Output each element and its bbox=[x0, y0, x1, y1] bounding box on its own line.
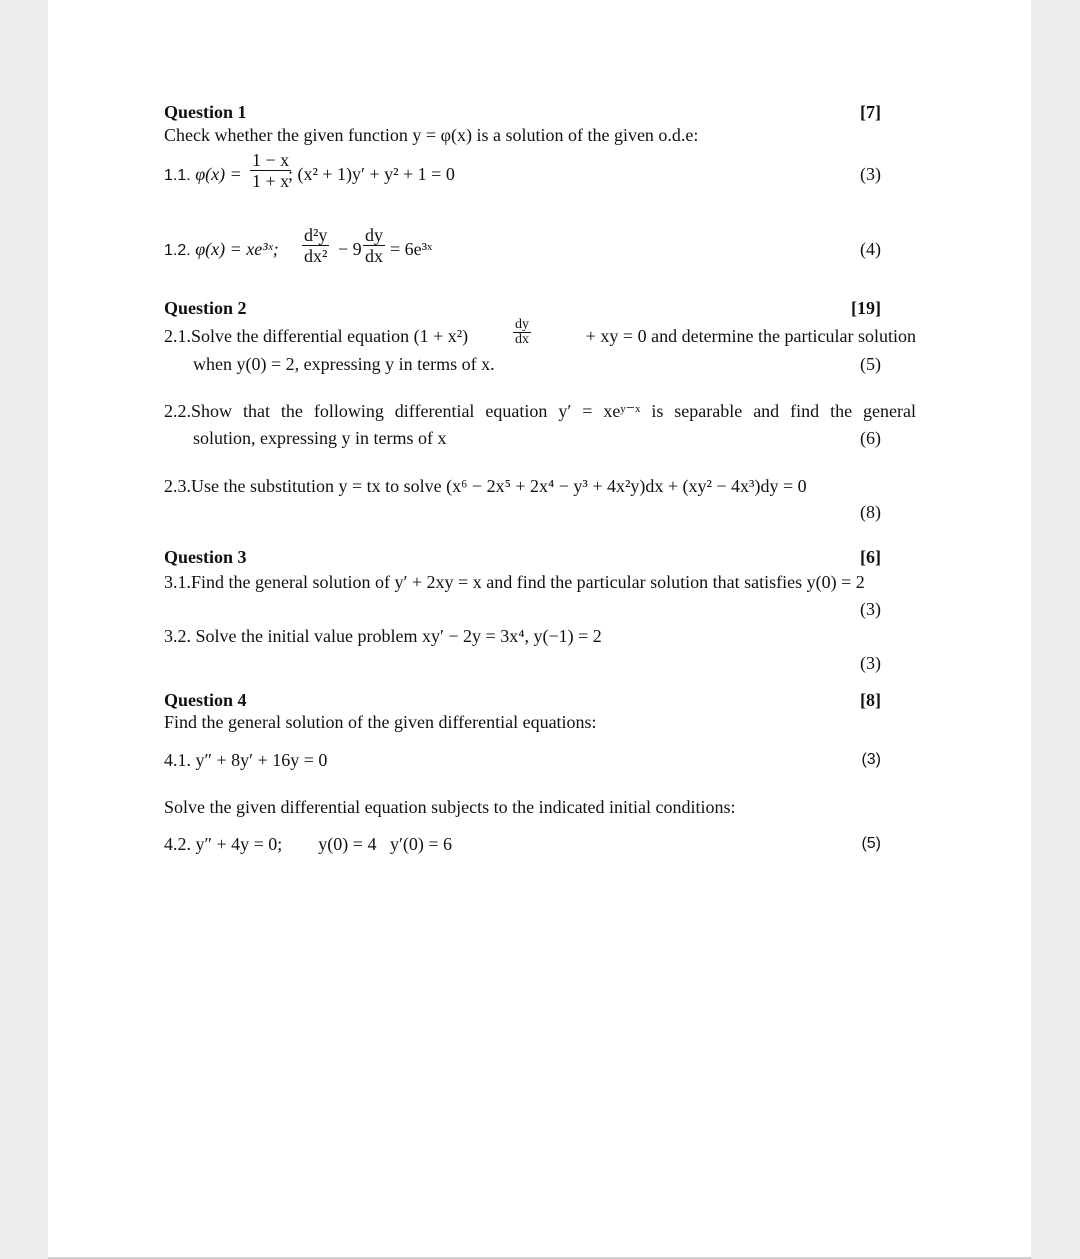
item-1-1-function: φ(x) = bbox=[195, 164, 242, 184]
question-4-heading: Question 4 [8] bbox=[164, 690, 881, 710]
item-3-1-line-1: 3.1.Find the general solution of y′ + 2xy = x and find the particular solution that satisfies y(0) = 2 bbox=[164, 572, 865, 592]
item-1-2-marks: (4) bbox=[860, 239, 881, 259]
item-2-3-line-1: 2.3.Use the substitution y = tx to solve (x⁶ − 2x⁵ + 2x⁴ − y³ + 4x²y)dx + (xy² − 4x³)dy = 0 bbox=[164, 476, 807, 496]
item-2-2-marks: (6) bbox=[860, 428, 881, 448]
item-2-2-line-2: solution, expressing y in terms of x (6) bbox=[193, 428, 881, 448]
item-1-2-fraction-1: $\frac{\text{d²y}}{\text{dx²}}$ bbox=[304, 225, 328, 266]
question-1-total-marks: [7] bbox=[860, 102, 881, 122]
item-2-2-line-1: 2.2.Show that the following differential equation y′ = xeʸ⁻ˣ is separable and find the general bbox=[164, 401, 916, 421]
question-3-total-marks: [6] bbox=[860, 547, 881, 567]
item-4-2: 4.2. y″ + 4y = 0; y(0) = 4 y′(0) = 6 (5) bbox=[164, 834, 881, 854]
item-1-1 bbox=[164, 150, 881, 196]
item-4-1: 4.1. y″ + 8y′ + 16y = 0 (3) bbox=[164, 750, 881, 770]
item-1-2-mid: − 9 bbox=[338, 239, 362, 259]
item-1-1-fraction: $\frac{1 - x}{1 + x}$ bbox=[252, 150, 290, 191]
item-4-1-marks: (3) bbox=[861, 751, 881, 768]
question-4-intro: Find the general solution of the given differential equations: bbox=[164, 712, 597, 732]
question-2-total-marks: [19] bbox=[851, 298, 881, 318]
item-2-1-line-1: 2.1.Solve the differential equation (1 + x²) $\frac{dy}{dx}$ + xy = 0 and determine the particular solution bbox=[164, 317, 916, 347]
question-2-heading: Question 2 [19] bbox=[164, 298, 881, 318]
item-2-1-fraction: $\frac{dy}{dx}$ bbox=[515, 317, 529, 347]
question-1-intro: Check whether the given function y = φ(x) is a solution of the given o.d.e: bbox=[164, 125, 699, 145]
question-4-total-marks: [8] bbox=[860, 690, 881, 710]
item-3-2-line-1: 3.2. Solve the initial value problem xy′ − 2y = 3x⁴, y(−1) = 2 bbox=[164, 626, 602, 646]
item-3-2-marks: (3) bbox=[860, 653, 881, 673]
item-1-1-number: 1.1. bbox=[164, 167, 191, 184]
item-1-2-rhs: = 6e³ˣ bbox=[390, 239, 433, 259]
item-1-2-number: 1.2. bbox=[164, 242, 191, 259]
item-1-2 bbox=[164, 225, 881, 273]
question-1-heading: Question 1 [7] bbox=[164, 102, 881, 122]
question-4-intro-2: Solve the given differential equation subjects to the indicated initial conditions: bbox=[164, 797, 736, 817]
item-1-2-function: φ(x) = xe³ˣ; bbox=[195, 239, 279, 259]
item-2-1-line-2: when y(0) = 2, expressing y in terms of x. (5) bbox=[193, 354, 881, 374]
item-4-2-marks: (5) bbox=[861, 835, 881, 852]
item-2-3-marks: (8) bbox=[860, 502, 881, 522]
item-2-1-marks: (5) bbox=[860, 354, 881, 374]
question-3-heading: Question 3 [6] bbox=[164, 547, 881, 567]
item-1-2-fraction-2: $\frac{dy}{dx}$ bbox=[365, 225, 383, 266]
item-3-1-marks: (3) bbox=[860, 599, 881, 619]
item-1-1-equation: ; (x² + 1)y′ + y² + 1 = 0 bbox=[288, 164, 455, 184]
item-1-1-marks: (3) bbox=[860, 164, 881, 184]
